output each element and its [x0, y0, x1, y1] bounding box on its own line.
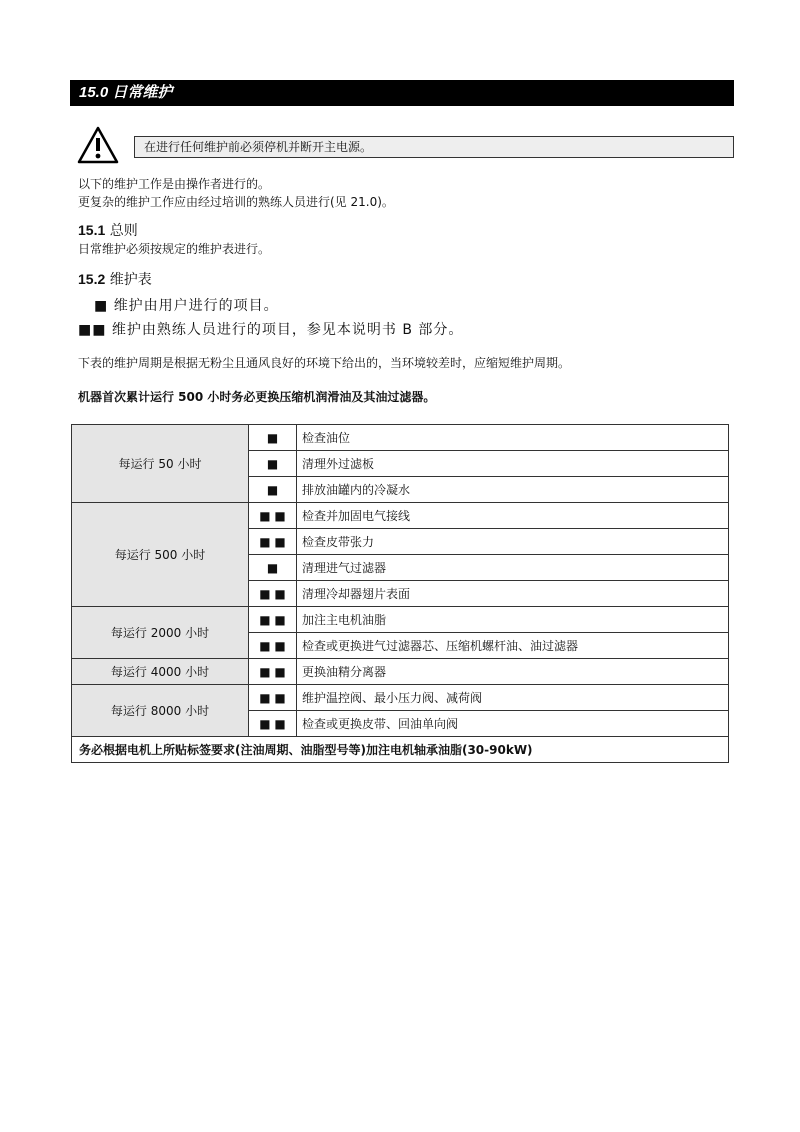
- task-cell: 检查或更换皮带、回油单向阀: [297, 711, 729, 737]
- task-cell: 检查或更换进气过滤器芯、压缩机螺杆油、油过滤器: [297, 633, 729, 659]
- interval-cell: 每运行 8000 小时: [72, 685, 249, 737]
- interval-cell: 每运行 2000 小时: [72, 607, 249, 659]
- first-run-note: 机器首次累计运行 500 小时务必更换压缩机润滑油及其油过滤器。: [78, 390, 436, 404]
- section-general-heading: [78, 221, 138, 240]
- responsibility-mark: ■: [249, 477, 297, 503]
- task-cell: 加注主电机油脂: [297, 607, 729, 633]
- responsibility-mark: ■ ■: [249, 529, 297, 555]
- table-row: [72, 425, 729, 451]
- task-cell: 更换油精分离器: [297, 659, 729, 685]
- section-number: 15.1: [78, 222, 106, 238]
- table-row: [72, 503, 729, 529]
- section-title: 总则: [109, 223, 138, 239]
- responsibility-mark: ■ ■: [249, 659, 297, 685]
- user-mark: ■: [94, 298, 109, 314]
- task-cell: 维护温控阀、最小压力阀、减荷阀: [297, 685, 729, 711]
- responsibility-mark: ■ ■: [249, 607, 297, 633]
- skilled-text: 维护由熟练人员进行的项目，参见本说明书 B 部分。: [111, 322, 464, 338]
- section-header: 15.0 日常维护: [70, 80, 734, 106]
- warning-message: 在进行任何维护前必须停机并断开主电源。: [134, 136, 734, 158]
- task-cell: 排放油罐内的冷凝水: [297, 477, 729, 503]
- table-row: [72, 607, 729, 633]
- task-cell: 清理冷却器翅片表面: [297, 581, 729, 607]
- task-cell: 检查皮带张力: [297, 529, 729, 555]
- table-row: [72, 659, 729, 685]
- responsibility-mark: ■: [249, 451, 297, 477]
- environment-note: 下表的维护周期是根据无粉尘且通风良好的环境下给出的，当环境较差时，应缩短维护周期。: [78, 356, 571, 370]
- section-number: 15.2: [78, 271, 106, 287]
- warning-triangle-icon: [77, 126, 119, 164]
- maintenance-table-body: [72, 425, 729, 763]
- responsibility-mark: ■ ■: [249, 581, 297, 607]
- bearing-grease-note: 务必根据电机上所贴标签要求(注油周期、油脂型号等)加注电机轴承油脂(30-90kW): [72, 737, 729, 763]
- interval-cell: 每运行 500 小时: [72, 503, 249, 607]
- legend-skilled: [78, 320, 463, 340]
- table-footer-row: [72, 737, 729, 763]
- skilled-mark: ■■: [78, 322, 107, 338]
- task-cell: 检查油位: [297, 425, 729, 451]
- section-title: 维护表: [109, 272, 152, 288]
- task-cell: 清理进气过滤器: [297, 555, 729, 581]
- responsibility-mark: ■ ■: [249, 503, 297, 529]
- responsibility-mark: ■: [249, 555, 297, 581]
- intro-line-1: 以下的维护工作是由操作者进行的。: [78, 177, 271, 191]
- responsibility-mark: ■ ■: [249, 711, 297, 737]
- intro-line-2: 更复杂的维护工作应由经过培训的熟练人员进行(见 21.0)。: [78, 195, 394, 209]
- table-row: [72, 685, 729, 711]
- user-text: 维护由用户进行的项目。: [113, 298, 279, 314]
- task-cell: 检查并加固电气接线: [297, 503, 729, 529]
- responsibility-mark: ■ ■: [249, 633, 297, 659]
- interval-cell: 每运行 50 小时: [72, 425, 249, 503]
- task-cell: 清理外过滤板: [297, 451, 729, 477]
- maintenance-table: [71, 424, 729, 763]
- responsibility-mark: ■: [249, 425, 297, 451]
- responsibility-mark: ■ ■: [249, 685, 297, 711]
- legend-user: [94, 296, 279, 316]
- section-general-text: 日常维护必须按规定的维护表进行。: [78, 242, 271, 256]
- section-table-heading: [78, 270, 152, 289]
- interval-cell: 每运行 4000 小时: [72, 659, 249, 685]
